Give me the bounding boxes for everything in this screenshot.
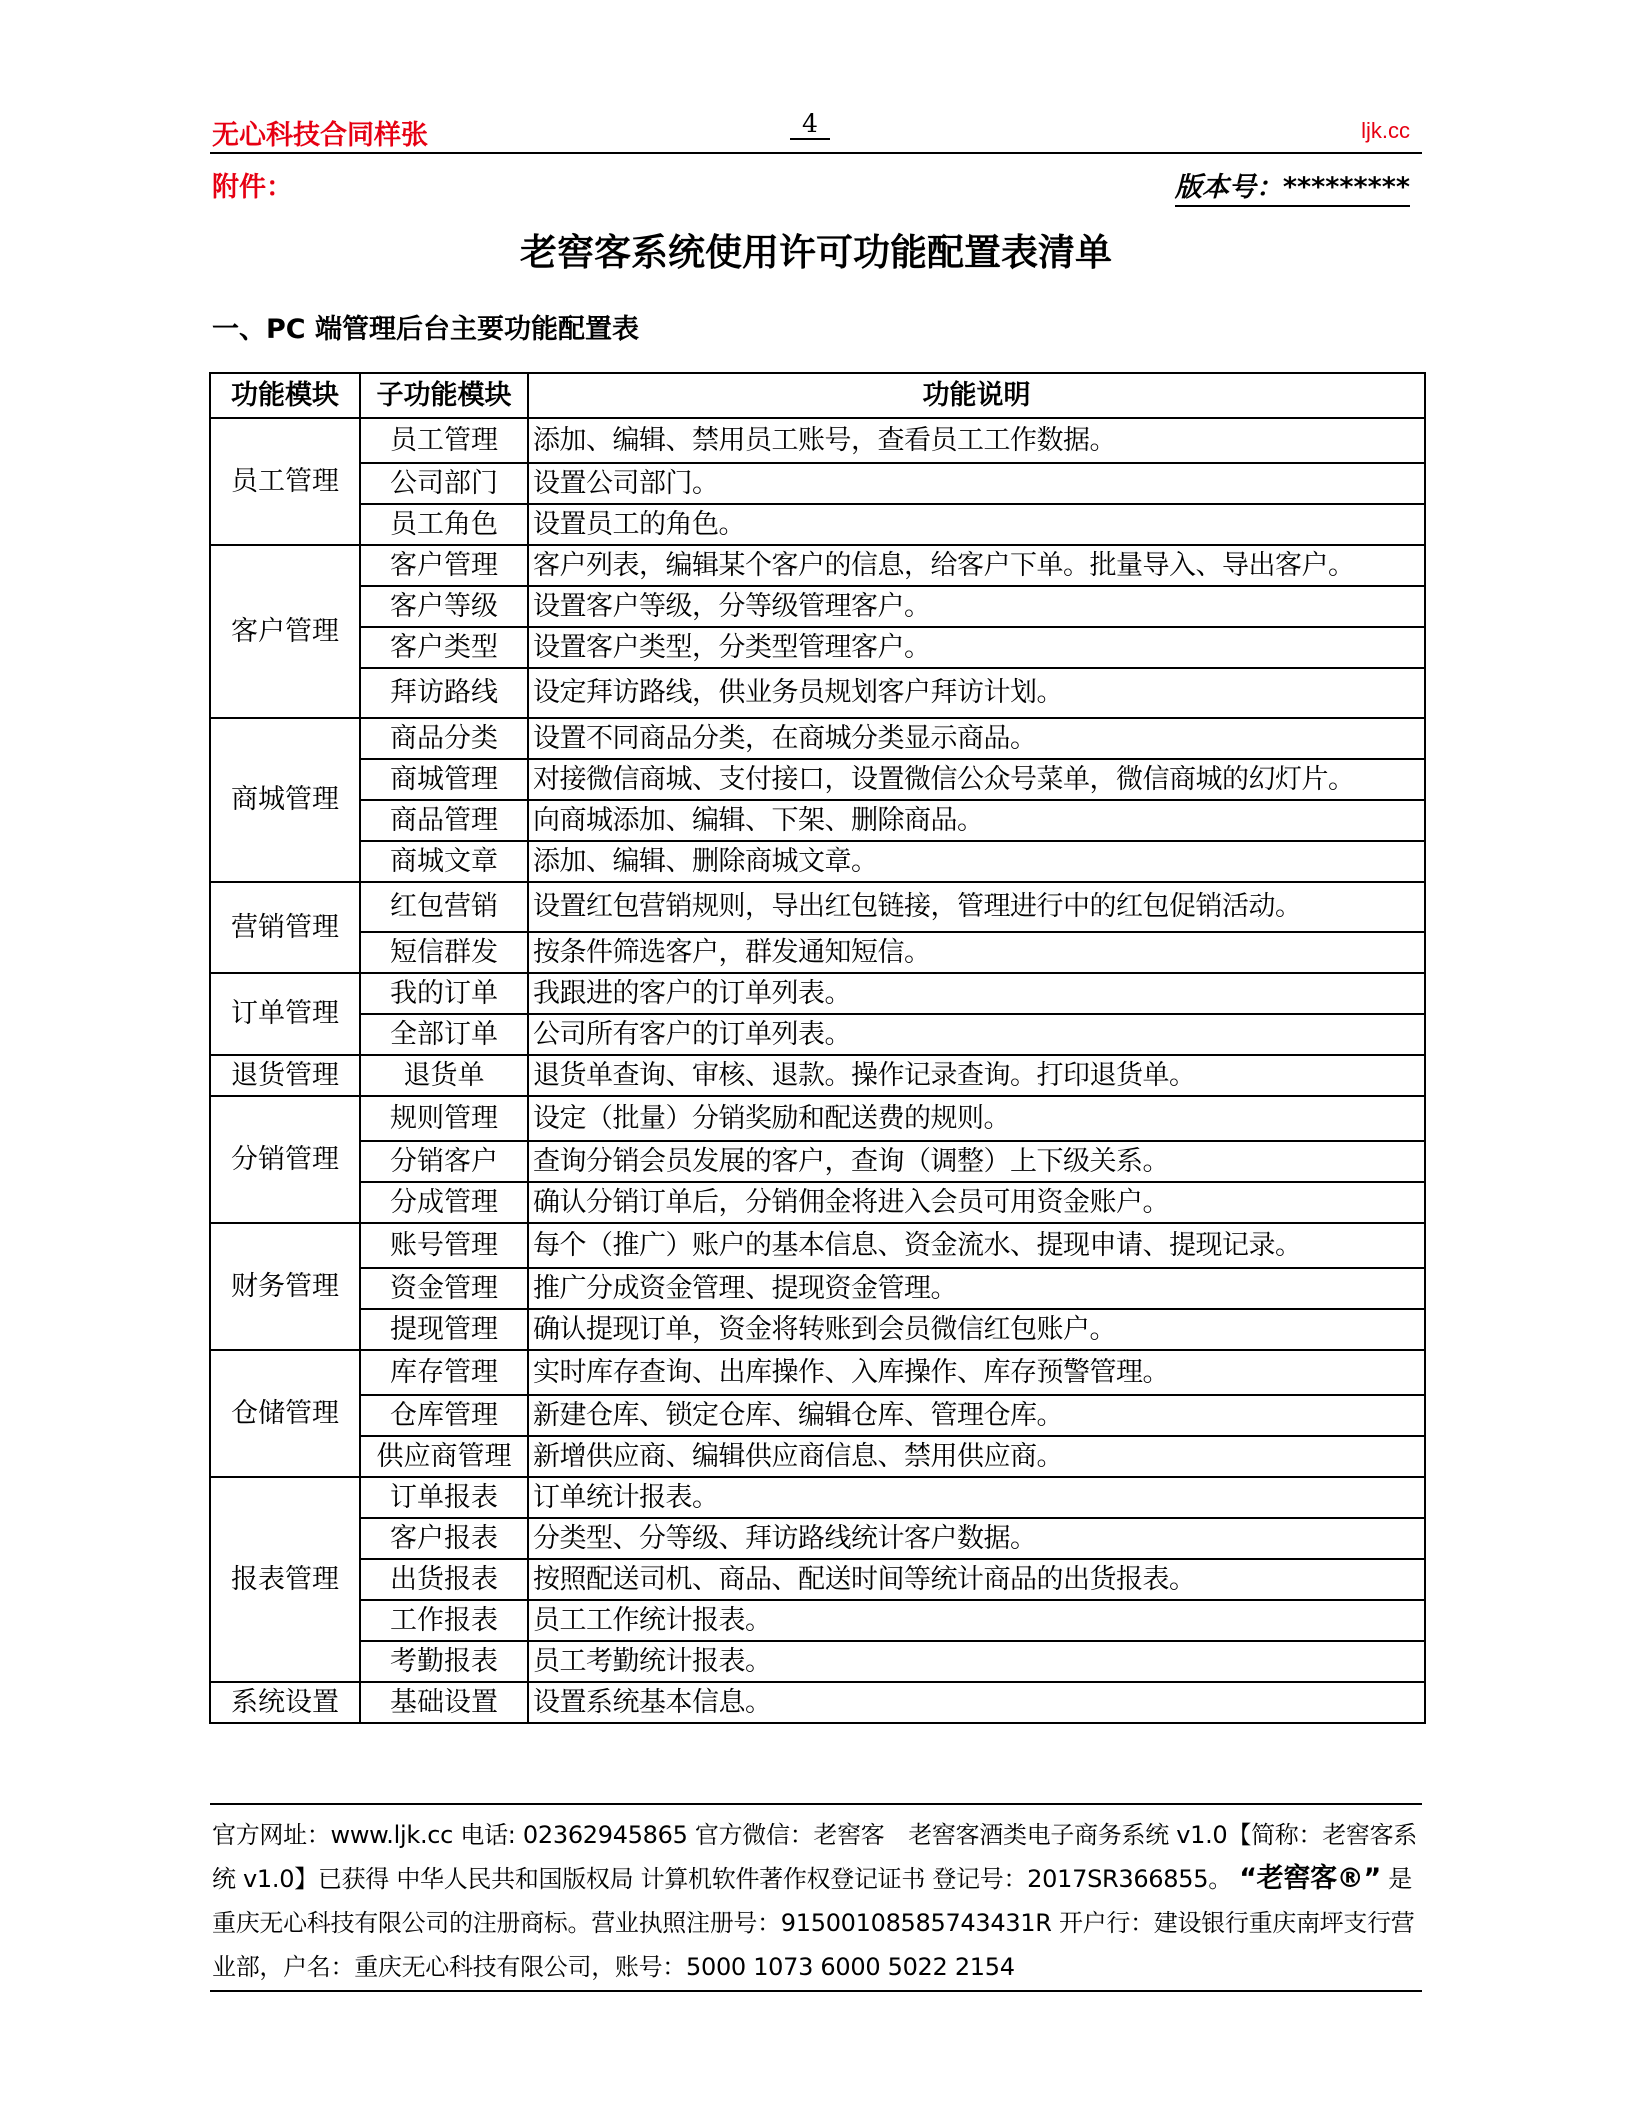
table-row <box>210 545 1425 586</box>
submodule-cell: 商城管理 <box>360 759 528 800</box>
submodule-cell: 分成管理 <box>360 1182 528 1223</box>
table-row <box>210 1268 1425 1309</box>
module-cell: 退货管理 <box>210 1055 360 1096</box>
col-header-description: 功能说明 <box>528 373 1425 418</box>
description-cell: 设置系统基本信息。 <box>528 1682 1425 1723</box>
table-row <box>210 586 1425 627</box>
submodule-cell: 商品分类 <box>360 718 528 759</box>
table-row <box>210 1559 1425 1600</box>
submodule-cell: 客户报表 <box>360 1518 528 1559</box>
description-cell: 订单统计报表。 <box>528 1477 1425 1518</box>
submodule-cell: 供应商管理 <box>360 1436 528 1477</box>
submodule-cell: 红包营销 <box>360 882 528 932</box>
submodule-cell: 基础设置 <box>360 1682 528 1723</box>
table-row <box>210 1641 1425 1682</box>
module-cell: 订单管理 <box>210 973 360 1055</box>
description-cell: 按条件筛选客户，群发通知短信。 <box>528 932 1425 973</box>
table-row <box>210 800 1425 841</box>
submodule-cell: 客户管理 <box>360 545 528 586</box>
table-row <box>210 1182 1425 1223</box>
table-row <box>210 759 1425 800</box>
table-row <box>210 418 1425 463</box>
description-cell: 确认分销订单后，分销佣金将进入会员可用资金账户。 <box>528 1182 1425 1223</box>
table-row <box>210 1141 1425 1182</box>
module-cell: 财务管理 <box>210 1223 360 1350</box>
table-row <box>210 1014 1425 1055</box>
table-row <box>210 882 1425 932</box>
description-cell: 查询分销会员发展的客户，查询（调整）上下级关系。 <box>528 1141 1425 1182</box>
description-cell: 实时库存查询、出库操作、入库操作、库存预警管理。 <box>528 1350 1425 1395</box>
submodule-cell: 分销客户 <box>360 1141 528 1182</box>
submodule-cell: 退货单 <box>360 1055 528 1096</box>
submodule-cell: 资金管理 <box>360 1268 528 1309</box>
module-cell: 员工管理 <box>210 418 360 545</box>
table-row <box>210 668 1425 718</box>
page-number: 4 <box>790 110 830 140</box>
submodule-cell: 商城文章 <box>360 841 528 882</box>
description-cell: 确认提现订单，资金将转账到会员微信红包账户。 <box>528 1309 1425 1350</box>
footer-brand: “老窖客®” <box>1239 1863 1381 1894</box>
table-row <box>210 1477 1425 1518</box>
submodule-cell: 工作报表 <box>360 1600 528 1641</box>
description-cell: 员工考勤统计报表。 <box>528 1641 1425 1682</box>
description-cell: 新增供应商、编辑供应商信息、禁用供应商。 <box>528 1436 1425 1477</box>
module-cell: 商城管理 <box>210 718 360 882</box>
footer-bottom-divider <box>210 1990 1422 1992</box>
version-label: 版本号：********* <box>1175 165 1410 207</box>
submodule-cell: 客户等级 <box>360 586 528 627</box>
description-cell: 客户列表，编辑某个客户的信息，给客户下单。批量导入、导出客户。 <box>528 545 1425 586</box>
description-cell: 设置员工的角色。 <box>528 504 1425 545</box>
description-cell: 设定（批量）分销奖励和配送费的规则。 <box>528 1096 1425 1141</box>
submodule-cell: 考勤报表 <box>360 1641 528 1682</box>
footer-top-divider <box>210 1803 1422 1805</box>
description-cell: 设置红包营销规则，导出红包链接，管理进行中的红包促销活动。 <box>528 882 1425 932</box>
table-row <box>210 718 1425 759</box>
description-cell: 推广分成资金管理、提现资金管理。 <box>528 1268 1425 1309</box>
table-row <box>210 1518 1425 1559</box>
module-cell: 客户管理 <box>210 545 360 718</box>
description-cell: 设置客户等级，分等级管理客户。 <box>528 586 1425 627</box>
document-title: 老窖客系统使用许可功能配置表清单 <box>520 231 1112 274</box>
submodule-cell: 短信群发 <box>360 932 528 973</box>
submodule-cell: 库存管理 <box>360 1350 528 1395</box>
function-table <box>209 372 1426 1724</box>
submodule-cell: 员工管理 <box>360 418 528 463</box>
description-cell: 公司所有客户的订单列表。 <box>528 1014 1425 1055</box>
description-cell: 员工工作统计报表。 <box>528 1600 1425 1641</box>
footer-text <box>212 1813 1427 1989</box>
submodule-cell: 仓库管理 <box>360 1395 528 1436</box>
table-row <box>210 1223 1425 1268</box>
table-row <box>210 1395 1425 1436</box>
table-row <box>210 1436 1425 1477</box>
header-divider <box>210 152 1422 154</box>
submodule-cell: 规则管理 <box>360 1096 528 1141</box>
module-cell: 系统设置 <box>210 1682 360 1723</box>
submodule-cell: 全部订单 <box>360 1014 528 1055</box>
table-row <box>210 1309 1425 1350</box>
table-row <box>210 463 1425 504</box>
submodule-cell: 提现管理 <box>360 1309 528 1350</box>
module-cell: 分销管理 <box>210 1096 360 1223</box>
table-row <box>210 1350 1425 1395</box>
description-cell: 分类型、分等级、拜访路线统计客户数据。 <box>528 1518 1425 1559</box>
submodule-cell: 员工角色 <box>360 504 528 545</box>
module-cell: 营销管理 <box>210 882 360 973</box>
table-row <box>210 841 1425 882</box>
description-cell: 添加、编辑、删除商城文章。 <box>528 841 1425 882</box>
table-row <box>210 504 1425 545</box>
description-cell: 添加、编辑、禁用员工账号，查看员工工作数据。 <box>528 418 1425 463</box>
submodule-cell: 账号管理 <box>360 1223 528 1268</box>
description-cell: 每个（推广）账户的基本信息、资金流水、提现申请、提现记录。 <box>528 1223 1425 1268</box>
table-row <box>210 1682 1425 1723</box>
module-cell: 报表管理 <box>210 1477 360 1682</box>
attachment-label: 附件： <box>212 172 293 203</box>
module-cell: 仓储管理 <box>210 1350 360 1477</box>
table-row <box>210 1096 1425 1141</box>
description-cell: 按照配送司机、商品、配送时间等统计商品的出货报表。 <box>528 1559 1425 1600</box>
footer-text-after: 是重庆无心科技有限公司的注册商标。营业执照注册号：91500108585743431R 开户行：建设银行重庆南坪支行营业部，户名：重庆无心科技有限公司，账号：5000 1073 6000 5022 2154 <box>212 1865 1415 1981</box>
table-body <box>210 418 1425 1723</box>
description-cell: 设置不同商品分类，在商城分类显示商品。 <box>528 718 1425 759</box>
table-row <box>210 627 1425 668</box>
description-cell: 我跟进的客户的订单列表。 <box>528 973 1425 1014</box>
description-cell: 设置公司部门。 <box>528 463 1425 504</box>
submodule-cell: 客户类型 <box>360 627 528 668</box>
section-heading: 一、PC 端管理后台主要功能配置表 <box>212 314 640 345</box>
footer-text-before: 官方网址：www.ljk.cc 电话: 02362945865 官方微信：老窖客 老窖客酒类电子商务系统 v1.0【简称：老窖客系统 v1.0】已获得 中华人民共和国版权局 计算机软件著作权登记证书 登记号：2017SR366855。 <box>212 1821 1418 1893</box>
header-company: 无心科技合同样张 <box>212 120 428 151</box>
col-header-submodule: 子功能模块 <box>360 373 528 418</box>
description-cell: 设定拜访路线，供业务员规划客户拜访计划。 <box>528 668 1425 718</box>
table-row <box>210 1600 1425 1641</box>
description-cell: 对接微信商城、支付接口，设置微信公众号菜单，微信商城的幻灯片。 <box>528 759 1425 800</box>
table-row <box>210 973 1425 1014</box>
description-cell: 新建仓库、锁定仓库、编辑仓库、管理仓库。 <box>528 1395 1425 1436</box>
description-cell: 向商城添加、编辑、下架、删除商品。 <box>528 800 1425 841</box>
col-header-module: 功能模块 <box>210 373 360 418</box>
table-row <box>210 1055 1425 1096</box>
submodule-cell: 我的订单 <box>360 973 528 1014</box>
table-row <box>210 932 1425 973</box>
submodule-cell: 商品管理 <box>360 800 528 841</box>
description-cell: 退货单查询、审核、退款。操作记录查询。打印退货单。 <box>528 1055 1425 1096</box>
header-site: ljk.cc <box>1361 118 1410 143</box>
submodule-cell: 订单报表 <box>360 1477 528 1518</box>
submodule-cell: 公司部门 <box>360 463 528 504</box>
submodule-cell: 出货报表 <box>360 1559 528 1600</box>
description-cell: 设置客户类型，分类型管理客户。 <box>528 627 1425 668</box>
submodule-cell: 拜访路线 <box>360 668 528 718</box>
table-header-row <box>210 373 1425 418</box>
